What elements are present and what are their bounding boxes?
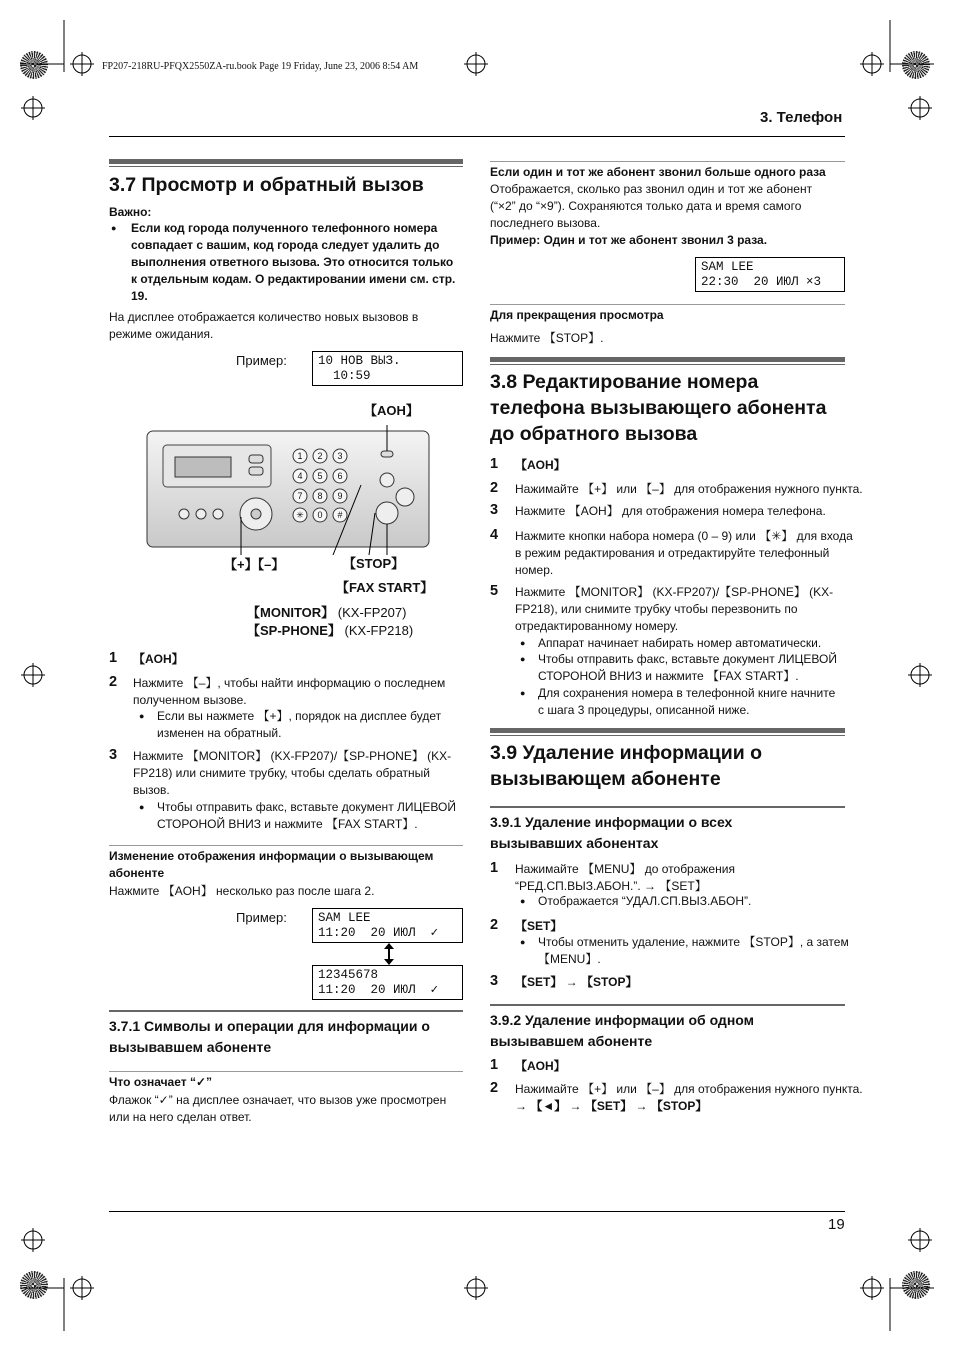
s38-step-4-number: 4 <box>490 527 499 543</box>
header-rule <box>109 136 845 137</box>
label-aon: 【AOH】 <box>364 403 419 418</box>
svg-text:3: 3 <box>337 451 343 461</box>
s38-step-2-number: 2 <box>490 480 499 496</box>
s38-step-5-number: 5 <box>490 583 499 599</box>
file-info: FP207-218RU-PFQX2550ZA-ru.book Page 19 Friday, June 23, 2006 8:54 AM <box>102 61 419 72</box>
lcd-repeat-caller: SAM LEE 22:30 20 ИЮЛ ×3 <box>695 257 845 292</box>
double-arrow-icon <box>382 943 396 965</box>
heading-3-9-2: 3.9.2 Удаление информации об одном вызывавшем абоненте <box>490 1012 754 1049</box>
svg-text:5: 5 <box>317 471 323 481</box>
section-bar-3-8 <box>490 357 845 362</box>
rule-3-9-1 <box>490 806 845 808</box>
lcd-new-calls: 10 НОВ ВЫЗ. 10:59 <box>312 351 463 386</box>
section-bar-3-7 <box>109 159 463 164</box>
svg-text:4: 4 <box>297 471 303 481</box>
s391-step-2-bullet: ● Чтобы отменить удаление, нажмите 【STOP】, а затем 【MENU】. <box>538 934 849 968</box>
step-1-text: 【AOH】 <box>133 652 184 666</box>
svg-text:#: # <box>337 510 343 520</box>
label-stop: 【STOP】 <box>343 556 405 571</box>
s392-step-1-number: 1 <box>490 1057 499 1073</box>
example-label-2: Пример: <box>236 910 287 925</box>
svg-text:0: 0 <box>317 510 323 520</box>
rule-change-display <box>109 845 463 846</box>
s38-step-3-text: Нажмите 【AOH】 для отображения номера телефона. <box>515 504 826 518</box>
s391-step-3-number: 3 <box>490 973 499 989</box>
lcd-caller-name: SAM LEE 11:20 20 ИЮЛ ✓ <box>312 908 463 943</box>
s38-bullet-3: ● Для сохранения номера в телефонной книге начните с шага 3 процедуры, описанной ниже. <box>538 685 835 719</box>
lcd-caller-number: 12345678 11:20 20 ИЮЛ ✓ <box>312 965 463 1000</box>
step-3-number: 3 <box>109 747 118 763</box>
step-3-text: Нажмите 【MONITOR】 (KX-FP207)/【SP-PHONE】 (KX- FP218) или снимите трубку, чтобы сделать обратный вызов. <box>133 749 452 797</box>
step-2-number: 2 <box>109 674 118 690</box>
step-2-text: Нажмите 【–】, чтобы найти информацию о последнем полученном вызове. <box>133 676 446 707</box>
s391-step-1-number: 1 <box>490 860 499 876</box>
section-header: 3. Телефон <box>760 109 843 126</box>
s38-step-4-text: Нажмите кнопки набора номера (0 – 9) или 【✳】 для входа в режим редактирования и отредактируйте телефонный номер. <box>515 529 853 577</box>
s391-step-3-text: 【SET】 → 【STOP】 <box>515 975 638 989</box>
s38-step-5-text: Нажмите 【MONITOR】 (KX-FP207)/【SP-PHONE】 (KX- FP218), или снимите трубку чтобы перезвонить по отредактированному номеру. <box>515 585 834 633</box>
rule-checkmark <box>109 1071 463 1072</box>
repeat-caller-title: Если один и тот же абонент звонил больше одного раза <box>490 165 826 179</box>
stop-view-title: Для прекращения просмотра <box>490 308 664 322</box>
step-2-bullet: ● Если вы нажмете 【+】, порядок на дисплее будет изменен на обратный. <box>157 708 441 742</box>
s38-bullet-1: ● Аппарат начинает набирать номер автоматически. <box>538 635 821 652</box>
s391-step-2-number: 2 <box>490 917 499 933</box>
s392-step-2-number: 2 <box>490 1080 499 1096</box>
change-display-title: Изменение отображения информации о вызывающем абоненте <box>109 849 434 880</box>
rule-3-7-1 <box>109 1010 463 1012</box>
s38-step-1-number: 1 <box>490 456 499 472</box>
svg-text:6: 6 <box>337 471 343 481</box>
checkmark-question: Что означает “✓” <box>109 1075 212 1089</box>
s38-step-1-text: 【AOH】 <box>515 458 566 472</box>
fax-machine-illustration <box>143 425 443 555</box>
s391-step-1-bullet: ● Отображается “УДАЛ.СП.ВЫЗ.АБОН”. <box>538 893 751 910</box>
svg-text:✳: ✳ <box>296 510 304 520</box>
important-note: ● Если код города полученного телефонного номера совпадает с вашим, код города следует удалить до выполнения ответного вызова. Это относится только к отдельным кодам. О редактировании имени см. стр. 19. <box>111 221 456 303</box>
s391-step-2-text: 【SET】 <box>515 919 563 933</box>
heading-3-9: 3.9 Удаление информации о вызывающем абоненте <box>490 742 763 790</box>
s392-step-1-text: 【AOH】 <box>515 1059 566 1073</box>
label-plus-minus: 【+】【–】 <box>224 557 285 572</box>
svg-text:1: 1 <box>297 451 303 461</box>
label-monitor: 【MONITOR】 (KX-FP207) <box>247 605 407 620</box>
footer-rule <box>109 1211 845 1212</box>
s392-step-2-text: Нажимайте 【+】 или 【–】 для отображения нужного пункта. → 【◄】 → 【SET】 → 【STOP】 <box>515 1082 863 1113</box>
section-bar-3-9 <box>490 728 845 733</box>
example-label: Пример: <box>236 353 287 368</box>
label-sp-phone: 【SP-PHONE】 (KX-FP218) <box>247 623 414 638</box>
heading-3-8: 3.8 Редактирование номера телефона вызывающего абонента до обратного вызова <box>490 371 827 445</box>
checkmark-answer: Флажок “✓” на дисплее означает, что вызов уже просмотрен или на него сделан ответ. <box>109 1093 447 1124</box>
s38-bullet-2: ● Чтобы отправить факс, вставьте документ ЛИЦЕВОЙ СТОРОНОЙ ВНИЗ и нажмите 【FAX START】. <box>538 651 837 685</box>
svg-text:8: 8 <box>317 491 323 501</box>
heading-3-7-1: 3.7.1 Символы и операции для информации о вызывавшем абоненте <box>109 1018 430 1055</box>
page-number: 19 <box>828 1216 845 1233</box>
rule-stop-view <box>490 304 845 305</box>
svg-text:2: 2 <box>317 451 323 461</box>
change-display-text: Нажмите 【AOH】 несколько раз после шага 2. <box>109 884 375 898</box>
step-1-number: 1 <box>109 650 118 666</box>
stop-view-text: Нажмите 【STOP】. <box>490 331 604 345</box>
intro-text: На дисплее отображается количество новых вызовов в режиме ожидания. <box>109 310 419 341</box>
s38-step-2-text: Нажимайте 【+】 или 【–】 для отображения нужного пункта. <box>515 482 863 496</box>
important-label: Важно: <box>109 205 152 219</box>
s391-step-1-text: Нажимайте 【MENU】 до отображения “РЕД.СП.ВЫЗ.АБОН.”. → 【SET】 <box>515 862 735 893</box>
rule-repeat-caller <box>490 161 845 162</box>
heading-3-9-1: 3.9.1 Удаление информации о всех вызывавших абонентах <box>490 814 733 851</box>
rule-3-9-2 <box>490 1004 845 1006</box>
svg-text:9: 9 <box>337 491 343 501</box>
step-3-bullet: ● Чтобы отправить факс, вставьте документ ЛИЦЕВОЙ СТОРОНОЙ ВНИЗ и нажмите 【FAX START】. <box>157 799 456 833</box>
heading-3-7: 3.7 Просмотр и обратный вызов <box>109 174 424 196</box>
svg-text:7: 7 <box>297 491 303 501</box>
repeat-caller-text: Отображается, сколько раз звонил один и тот же абонент (“×2” до “×9”). Сохраняются только дата и время самого последнего вызова. <box>490 182 813 230</box>
label-fax-start: 【FAX START】 <box>336 580 434 595</box>
repeat-caller-example: Пример: Один и тот же абонент звонил 3 раза. <box>490 233 768 247</box>
s38-step-3-number: 3 <box>490 502 499 518</box>
